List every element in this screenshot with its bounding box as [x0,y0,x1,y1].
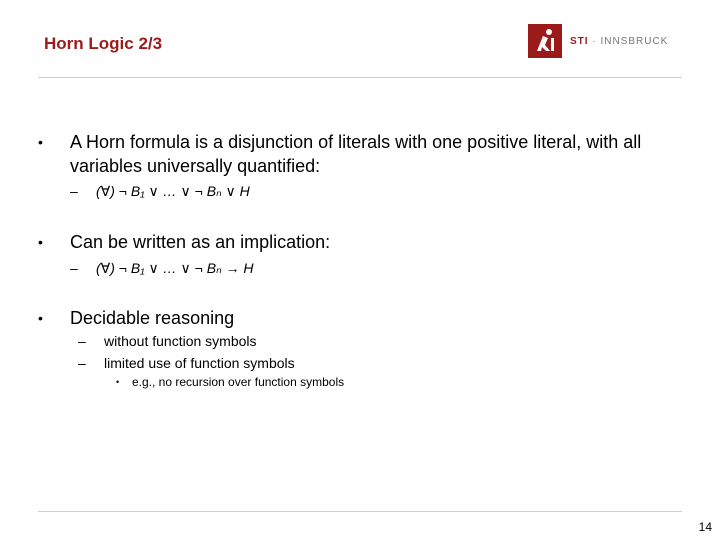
dash-mark: – [70,183,78,199]
sub-bullet-limited-function-symbols [78,352,680,374]
bullet-mark: • [38,134,43,150]
sub-sub-bullet-text: e.g., no recursion over function symbols [132,375,345,389]
bullet-mark: • [38,310,43,326]
bullet-text: Decidable reasoning [70,308,235,328]
bullet-horn-formula [38,130,680,178]
sti-innsbruck-logo [528,24,668,58]
bullet-implication [38,230,680,254]
page-number: 14 [698,520,712,534]
bullet-decidable-reasoning [38,306,680,330]
formula-implication: (∀) ¬ B₁ ∨ … ∨ ¬ Bₙ → H [96,260,254,276]
bullet-mark: • [116,377,120,387]
sub-bullet-text: limited use of function symbols [104,355,295,371]
logo-brand: STI [570,35,589,47]
bullet-text: Can be written as an implication: [70,232,331,252]
logo-separator: · [588,35,601,47]
bullet-text: A Horn formula is a disjunction of literals with one positive literal, with all variables universally quantified: [70,132,642,176]
formula-disjunction: (∀) ¬ B₁ ∨ … ∨ ¬ Bₙ ∨ H [96,183,250,199]
sti-figure-icon [528,24,562,58]
dash-mark: – [78,355,86,371]
logo-text [570,36,668,47]
bullet-mark: • [38,234,43,250]
header-divider [38,77,682,78]
footer-divider [38,511,682,512]
sub-bullet-text: without function symbols [104,333,257,349]
dash-mark: – [78,333,86,349]
sub-sub-bullet-no-recursion [116,373,680,391]
sub-bullet-formula-implication [70,257,680,279]
dash-mark: – [70,260,78,276]
sub-bullet-without-function-symbols [78,330,680,352]
logo-place: INNSBRUCK [600,35,669,47]
sub-bullet-formula-disjunction [70,180,680,202]
slide-title: Horn Logic 2/3 [44,34,163,53]
